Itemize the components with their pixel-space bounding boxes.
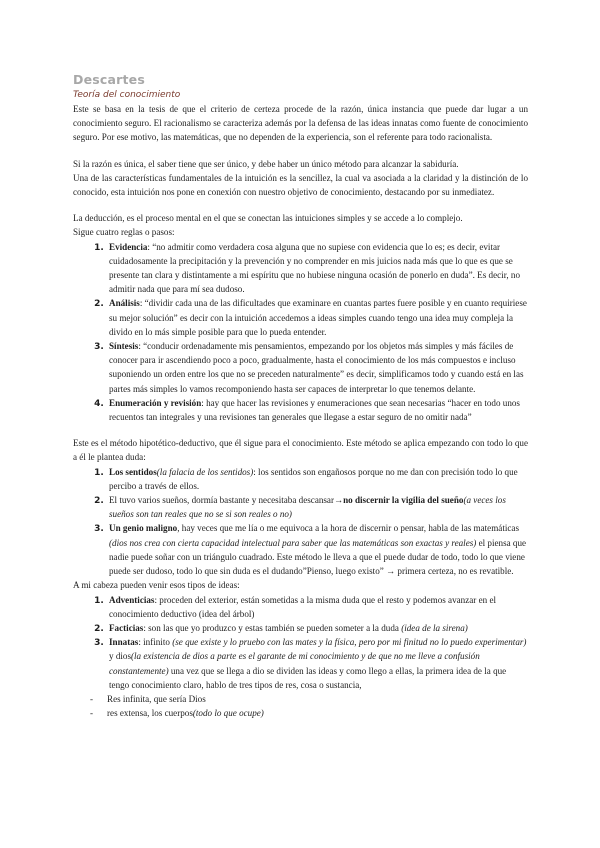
- list-item: [107, 339, 528, 396]
- page-title: Descartes: [73, 72, 145, 87]
- idea-italic: (la existencia de dios a parte es el garante de mi conocimiento y de que no me lleve a confusión constantemente): [109, 651, 480, 676]
- list-item: [107, 621, 528, 635]
- list-item: [73, 692, 528, 706]
- list-item: [107, 521, 528, 578]
- ideas-list: [73, 593, 528, 692]
- doubt-italic: (a veces los sueños son tan reales que no se si son reales o no): [109, 495, 506, 520]
- list-item: [107, 465, 528, 493]
- idea-term: Innatas: [109, 637, 139, 648]
- doubt-term: Un genio maligno: [109, 523, 178, 534]
- idea-text: y dios: [109, 651, 131, 662]
- idea-text: una vez que se llega a dio se dividen las ideas y como llego a ellas, la primera idea de la que tengo conocimiento claro, hablo de tres tipos de res, cosa o sustancia,: [109, 665, 507, 690]
- idea-text: : son las que yo produzco y estas también se pueden someter a la duda: [143, 622, 402, 633]
- dash-marker: -: [90, 708, 94, 719]
- list-item: [73, 706, 528, 720]
- idea-text: : proceden del exterior, están sometidas a la misma duda que el resto y podemos avanzar en el conocimiento deductivo (idea del árbol): [109, 594, 497, 619]
- doubt-term: Los sentidos: [109, 466, 157, 477]
- doubt-italic: (dios nos crea con cierta capacidad intelectual para saber que las matemáticas son exactas y reales): [109, 537, 477, 548]
- doubts-list: [73, 465, 528, 579]
- section-subtitle: Teoría del conocimiento: [73, 90, 181, 100]
- list-item: [107, 240, 528, 297]
- res-text: res extensa, los cuerpos: [107, 708, 193, 719]
- rule-term: Evidencia: [109, 241, 148, 252]
- doubt-bold: →no discernir la vigilia del sueño: [334, 495, 464, 506]
- res-text: Res infinita, que sería Dios: [107, 693, 206, 704]
- paragraph-ideas-intro: A mi cabeza pueden venir esos tipos de ideas:: [73, 580, 240, 591]
- list-item: [107, 493, 528, 521]
- rules-list: [73, 240, 528, 425]
- rule-text: : “dividir cada una de las dificultades que examinare en cuantas partes fuere posible y en cuanto requiriese su mejor solución” es decir con la intuición accedemos a ideas simples cuando tengo una idea muy compleja la divido en lo más simple posible para que lo pueda entender.: [109, 298, 527, 337]
- doubt-text: El tuvo varios sueños, dormía bastante y necesitaba descansar: [109, 495, 334, 506]
- idea-term: Facticias: [109, 622, 144, 633]
- paragraph-method: Este es el método hipotético-deductivo, que él sigue para el conocimiento. Este método se aplica empezando con todo lo que a él le plantea duda:: [73, 438, 528, 463]
- rule-text: : “no admitir como verdadera cosa alguna que no supiese con evidencia que lo es; es decir, evitar cuidadosamente la precipitación y la prevención y no comprender en mis juicios nada más que lo que es que se presente tan clara y distintamente a mi espíritu que no hubiese ninguna ocasión de ponerlo en duda”. Es decir, no admitir nada que para mí sea dudoso.: [109, 241, 520, 295]
- idea-italic: (idea de la sirena): [401, 622, 468, 633]
- paragraph-intuition: Una de las características fundamentales de la intuición es la sencillez, la cual va asociada a la claridad y la distinción de lo conocido, esta intuición nos pone en conexión con nuestro objetivo de conocimiento, destacando por su inmediatez.: [73, 172, 528, 198]
- list-item: [107, 635, 528, 692]
- list-item: [107, 396, 528, 424]
- res-italic: (todo lo que ocupe): [192, 708, 264, 719]
- idea-term: Adventicias: [109, 594, 155, 605]
- doubt-text: , hay veces que me lía o me equivoca a la hora de discernir o pensar, habla de las matemáticas: [177, 523, 519, 534]
- res-list: [73, 692, 528, 720]
- paragraph-intro: Este se basa en la tesis de que el criterio de certeza procede de la razón, única instancia que puede dar lugar a un conocimiento seguro. El racionalismo se caracteriza además por la defensa de las ideas innatas como fuente de conocimiento seguro. Por ese motivo, las matemáticas, que no dependen de la experiencia, son el referente para todo racionalista.: [73, 104, 528, 143]
- document-body: [73, 72, 528, 720]
- rule-text: : “conducir ordenadamente mis pensamientos, empezando por los objetos más simples y más fáciles de conocer para ir ascendiendo poco a poco, gradualmente, hasta el conocimiento de los más compuestos e incluso suponiendo un orden entre los que no se preceden naturalmente” es decir, simplificamos todo y cuando está en las partes más simples lo vamos recomponiendo hasta ser capaces de interpretar lo que tenemos delante.: [109, 341, 524, 394]
- doubt-text: el piensa que nadie puede soñar con un triángulo cuadrado. Este método le lleva a que el puede dudar de todo, todo lo que viene puede ser dudoso, todo lo que sin duda es el dudando”Pienso, luego existo” → primera certeza, no es revatible.: [109, 537, 527, 577]
- list-item: [107, 593, 528, 621]
- dash-marker: -: [90, 693, 94, 704]
- paragraph-rules-intro: Sigue cuatro reglas o pasos:: [73, 227, 175, 238]
- rule-term: Enumeración y revisión: [109, 397, 202, 408]
- paragraph-deduction: La deducción, es el proceso mental en el que se conectan las intuiciones simples y se accede a lo complejo.: [73, 213, 463, 224]
- rule-text: : hay que hacer las revisiones y enumeraciones que sean necesarias “hacer en todo unos recuentos tan integrales y una revisiones tan generales que llegase a estar seguro de no omitir nada”: [109, 397, 520, 423]
- rule-term: Síntesis: [109, 341, 139, 352]
- rule-term: Análisis: [109, 298, 140, 309]
- idea-italic: (se que existe y lo pruebo con las mates y la física, pero por mi finitud no lo puedo experimentar): [172, 637, 527, 648]
- paragraph-reason: Si la razón es única, el saber tiene que ser único, y debe haber un único método para alcanzar la sabiduría.: [73, 158, 459, 169]
- idea-text: : infinito: [138, 637, 173, 648]
- doubt-italic: (la falacia de los sentidos): [156, 466, 254, 477]
- doubt-text: : los sentidos son engañosos porque no me dan con precisión todo lo que percibo a través de ellos.: [109, 466, 518, 491]
- list-item: [107, 296, 528, 339]
